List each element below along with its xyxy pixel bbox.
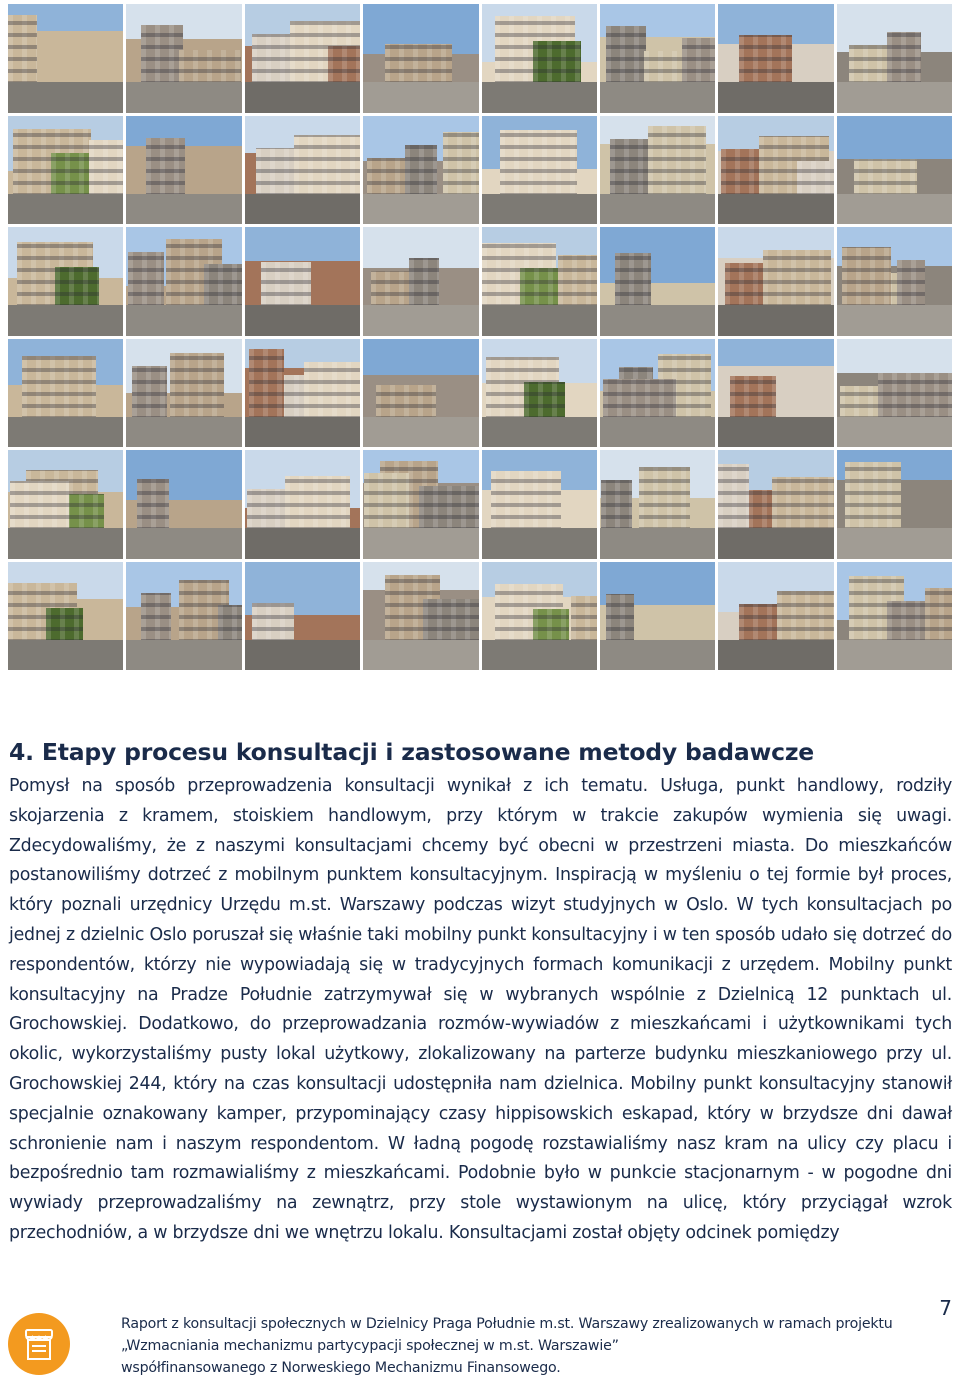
photo-building xyxy=(845,462,902,531)
street-photo xyxy=(363,450,478,559)
street-photo xyxy=(482,562,597,671)
photo-street xyxy=(600,82,715,112)
photo-building xyxy=(304,362,361,420)
photo-street xyxy=(8,417,123,447)
photo-building xyxy=(141,593,171,643)
photo-street xyxy=(837,82,952,112)
photo-street xyxy=(363,417,478,447)
photo-building xyxy=(8,15,37,86)
street-photo xyxy=(837,227,952,336)
photo-street xyxy=(600,640,715,670)
photo-building xyxy=(179,50,240,86)
photo-building xyxy=(252,603,295,643)
photo-building xyxy=(648,126,706,197)
photo-street xyxy=(718,82,833,112)
street-photo xyxy=(245,562,360,671)
street-photo xyxy=(482,339,597,448)
street-photo xyxy=(837,116,952,225)
photo-building xyxy=(137,479,169,531)
section-heading: 4. Etapy procesu konsultacji i zastosowane metody badawcze xyxy=(9,738,815,766)
photo-building xyxy=(170,353,224,420)
street-photo xyxy=(363,4,478,113)
street-photo xyxy=(718,450,833,559)
photo-street xyxy=(245,528,360,558)
footer-line: „Wzmacniania mechanizmu partycypacji społecznej w m.st. Warszawie” xyxy=(121,1338,619,1354)
street-photo xyxy=(8,562,123,671)
photo-street xyxy=(245,640,360,670)
street-photo xyxy=(718,4,833,113)
body-sentence: W tych konsultacjach po jednej z dzielnic Oslo poruszał się właśnie taki mobilny punkt konsultacyjny i w ten sposób udało się dotrzeć do respondentów, którzy nie wypowiadają się w tradycyjnych formach komunikacji z urzędem. xyxy=(9,895,952,975)
photo-building xyxy=(128,252,165,308)
photo-street xyxy=(600,305,715,335)
photo-building xyxy=(405,145,437,197)
photo-street xyxy=(600,417,715,447)
photo-building xyxy=(132,366,167,420)
street-photo xyxy=(245,227,360,336)
photo-street xyxy=(482,305,597,335)
street-photo xyxy=(363,562,478,671)
photo-building xyxy=(842,247,890,309)
street-photo xyxy=(718,339,833,448)
street-photo xyxy=(837,562,952,671)
street-photo xyxy=(245,450,360,559)
footer-line: współfinansowanego z Norweskiego Mechanizmu Finansowego. xyxy=(121,1360,561,1376)
kiosk-logo-icon xyxy=(8,1313,70,1375)
street-photo xyxy=(482,227,597,336)
photo-street xyxy=(482,528,597,558)
photo-street xyxy=(8,640,123,670)
photo-street xyxy=(245,194,360,224)
street-photo xyxy=(600,227,715,336)
photo-street xyxy=(837,640,952,670)
photo-sky xyxy=(363,339,478,376)
street-photo xyxy=(126,450,241,559)
photo-street xyxy=(245,82,360,112)
photo-building xyxy=(797,161,834,197)
photo-building xyxy=(294,135,360,197)
street-photo xyxy=(126,339,241,448)
body-sentence: Mobilny punkt konsultacyjny stanowił specjalnie oznakowany kamper, przypominający czasy hippisowskich eskapad, który w brzydsze dni dawał schronienie nam i naszym respondentom. xyxy=(9,1073,952,1154)
photo-building xyxy=(65,494,104,531)
footer-line: Raport z konsultacji społecznych w Dzielnicy Praga Południe m.st. Warszawy zrealizowanych w ramach projektu xyxy=(121,1316,893,1332)
street-photo xyxy=(363,227,478,336)
footer-report-info xyxy=(121,1313,893,1379)
photo-building xyxy=(443,132,479,197)
photo-street xyxy=(718,640,833,670)
photo-building xyxy=(533,41,580,86)
photo-building xyxy=(146,138,185,197)
photo-building xyxy=(571,596,596,643)
photo-building xyxy=(682,38,715,86)
street-photo xyxy=(8,339,123,448)
photo-building xyxy=(887,32,920,85)
photo-building xyxy=(772,477,833,531)
street-photo xyxy=(600,4,715,113)
photo-building xyxy=(364,473,409,532)
photo-street xyxy=(245,305,360,335)
photo-building xyxy=(419,486,479,532)
photo-building xyxy=(878,373,952,420)
photo-building xyxy=(606,594,635,643)
photo-building xyxy=(55,267,99,308)
photo-building xyxy=(261,262,311,309)
photo-building xyxy=(218,605,242,643)
photo-building xyxy=(718,464,749,531)
photo-street xyxy=(126,194,241,224)
photo-building xyxy=(601,480,632,531)
street-photo xyxy=(8,450,123,559)
street-photo xyxy=(482,4,597,113)
photo-street xyxy=(8,194,123,224)
photo-street xyxy=(363,82,478,112)
photo-sky xyxy=(837,116,952,159)
street-photo xyxy=(126,4,241,113)
street-photo xyxy=(482,450,597,559)
photo-building xyxy=(854,159,917,197)
street-photo xyxy=(126,227,241,336)
street-photo xyxy=(245,339,360,448)
body-sentence: Podobnie było w punkcie stacjonarnym - w pogodne dni wywiady przeprowadzaliśmy na zewnątrz, przy stole wystawionym na ulicę, który przyciągał wzrok przechodniów, a w brzydsze dni we wnętrzu lokalu. xyxy=(9,1163,952,1243)
photo-building xyxy=(639,467,690,531)
photo-street xyxy=(600,528,715,558)
photo-building xyxy=(558,255,597,308)
photo-building xyxy=(46,608,83,643)
photo-sky xyxy=(718,339,833,366)
photo-street xyxy=(718,194,833,224)
photo-street xyxy=(363,528,478,558)
photo-building xyxy=(925,588,952,643)
photo-building xyxy=(606,26,646,86)
body-sentence: Inspiracją w myśleniu o tej formie był proces, który poznali urzędnicy Urzędu m.st. Warszawy podczas wizyt studyjnych w Oslo. xyxy=(9,865,953,916)
photo-street xyxy=(837,528,952,558)
photo-street xyxy=(482,82,597,112)
street-photo xyxy=(126,562,241,671)
photo-building xyxy=(249,349,284,420)
street-photo xyxy=(245,4,360,113)
photo-street xyxy=(126,305,241,335)
street-photo xyxy=(8,4,123,113)
street-photo xyxy=(837,4,952,113)
photo-building xyxy=(739,35,792,85)
street-photo xyxy=(600,562,715,671)
photo-building xyxy=(409,258,439,308)
photo-street xyxy=(363,194,478,224)
street-photo xyxy=(8,116,123,225)
photo-street xyxy=(363,640,478,670)
street-photo xyxy=(600,116,715,225)
street-photo xyxy=(363,339,478,448)
photo-street xyxy=(126,82,241,112)
street-photo xyxy=(600,339,715,448)
photo-building xyxy=(285,476,350,531)
street-photo xyxy=(600,450,715,559)
body-sentence: Konsultacjami został objęty odcinek pomiędzy xyxy=(448,1222,840,1243)
street-photo xyxy=(718,116,833,225)
photo-street xyxy=(837,305,952,335)
street-photo xyxy=(837,450,952,559)
photo-building xyxy=(204,264,242,309)
photo-building xyxy=(739,604,781,643)
photo-building xyxy=(423,599,478,642)
photo-building xyxy=(500,130,577,197)
body-sentence: W ładną pogodę rozstawialiśmy nasz kram na ulicy czy placu i bezpośrednio tam rozmawialiśmy z mieszkańcami. xyxy=(9,1133,952,1184)
street-photo xyxy=(126,116,241,225)
photo-building xyxy=(603,379,676,420)
street-photo-collage xyxy=(8,4,952,670)
photo-building xyxy=(533,609,569,643)
photo-building xyxy=(22,356,96,420)
photo-street xyxy=(126,528,241,558)
body-sentence: Do mieszkańców postanowiliśmy dotrzeć z mobilnym punktem konsultacyjnym. xyxy=(9,835,953,886)
photo-street xyxy=(718,305,833,335)
photo-building xyxy=(777,591,834,643)
photo-sky xyxy=(245,227,360,261)
photo-street xyxy=(126,417,241,447)
street-photo xyxy=(837,339,952,448)
photo-street xyxy=(8,528,123,558)
street-photo xyxy=(482,116,597,225)
photo-street xyxy=(8,82,123,112)
photo-building xyxy=(376,385,436,420)
photo-building xyxy=(763,250,831,309)
body-paragraph xyxy=(9,772,952,1249)
photo-building xyxy=(615,253,651,308)
photo-street xyxy=(837,194,952,224)
photo-building xyxy=(10,481,69,531)
photo-sky xyxy=(837,339,952,374)
body-sentence: Zdecydowaliśmy, że z naszymi konsultacjami chcemy być obecni w przestrzeni miasta. xyxy=(9,835,795,856)
photo-street xyxy=(363,305,478,335)
body-sentence: Pomysł na sposób przeprowadzenia konsultacji wynikał z ich tematu. xyxy=(9,776,648,796)
photo-building xyxy=(897,260,926,309)
street-photo xyxy=(363,116,478,225)
street-photo xyxy=(718,227,833,336)
photo-street xyxy=(482,640,597,670)
photo-building xyxy=(89,140,124,196)
photo-street xyxy=(837,417,952,447)
photo-building xyxy=(491,471,561,532)
photo-street xyxy=(245,417,360,447)
photo-building xyxy=(141,25,183,86)
photo-street xyxy=(482,417,597,447)
photo-building xyxy=(730,376,776,419)
photo-street xyxy=(126,640,241,670)
body-sentence: Mobilny punkt konsultacyjny na Pradze Południe zatrzymywał się w wybranych wspólnie z Dzielnicą 12 punktach ul. Grochowskiej. xyxy=(9,954,952,1035)
photo-building xyxy=(524,382,564,420)
street-photo xyxy=(718,562,833,671)
photo-street xyxy=(482,194,597,224)
photo-street xyxy=(718,528,833,558)
photo-street xyxy=(718,417,833,447)
photo-building xyxy=(520,268,563,308)
street-photo xyxy=(245,116,360,225)
body-sentence: Usługa, punkt handlowy, rodziły skojarzenia z kramem, stoiskiem handlowym, przy którym w trakcie zakupów wymienia się uwagi. xyxy=(9,776,952,826)
photo-building xyxy=(385,44,452,85)
photo-building xyxy=(328,46,360,85)
body-sentence: Dodatkowo, do przeprowadzania rozmów-wywiadów z mieszkańcami i użytkownikami tych okolic, wykorzystaliśmy pusty lokal użytkowy, zlokalizowany na parterze budynku mieszkaniowego przy ul. Grochowskiej 244, który na czas konsultacji udostępniła nam dzielnica. xyxy=(9,1014,952,1094)
photo-street xyxy=(8,305,123,335)
photo-building xyxy=(610,139,648,197)
photo-street xyxy=(600,194,715,224)
page-number: 7 xyxy=(939,1296,952,1320)
street-photo xyxy=(8,227,123,336)
